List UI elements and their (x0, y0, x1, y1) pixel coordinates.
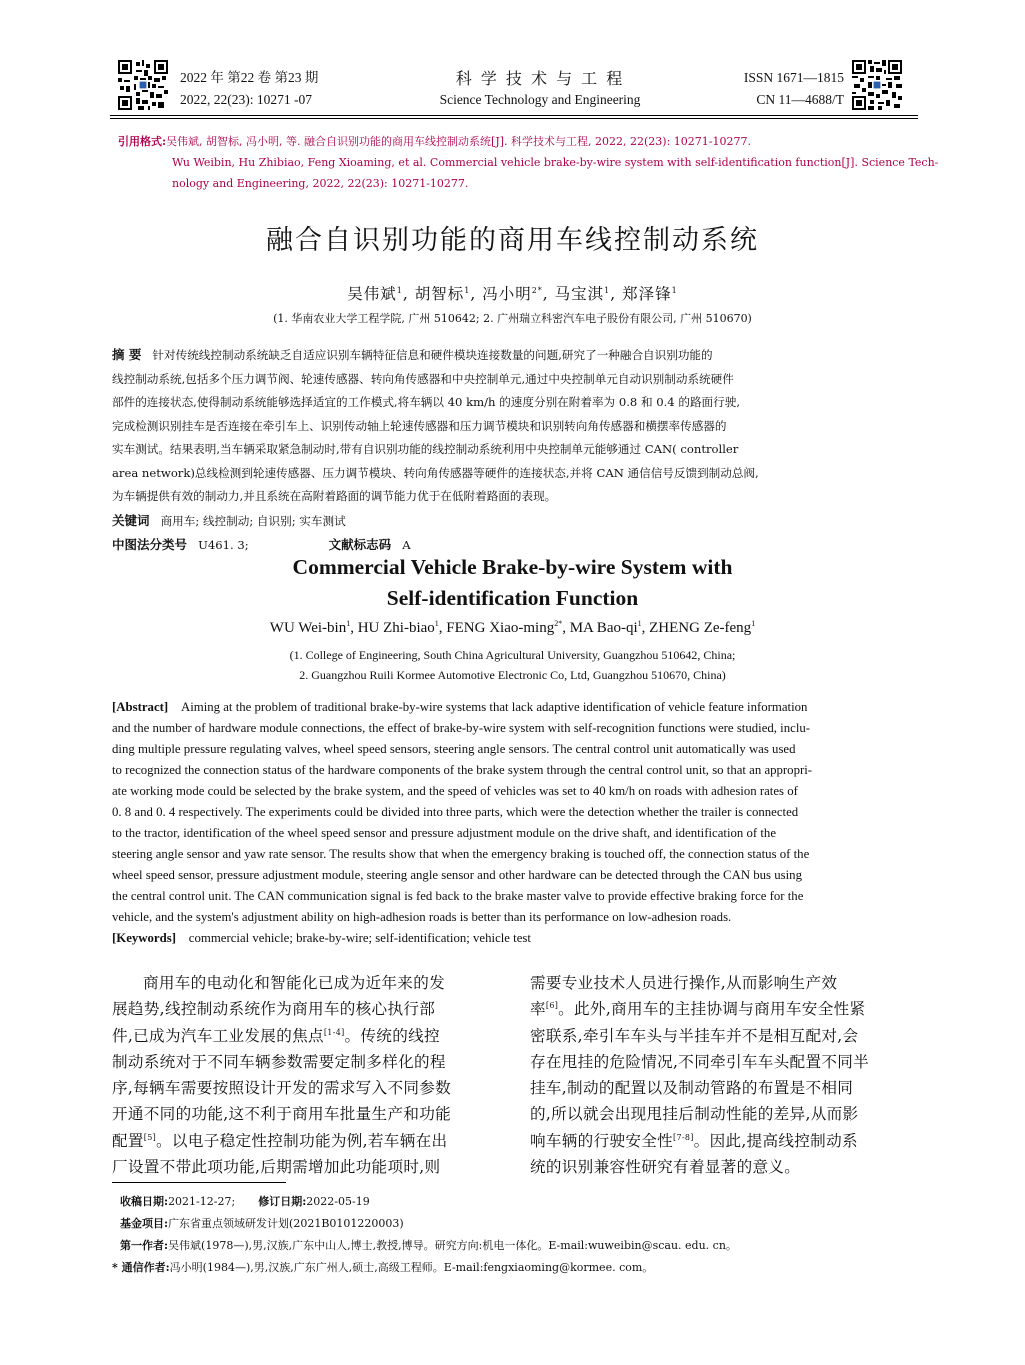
doc-code-value: A (402, 538, 411, 552)
footnote-corresponding: * 通信作者:冯小明(1984—),男,汉族,广东广州人,硕士,高级工程师。E-mail:fengxiaoming@kormee. com。 (112, 1261, 654, 1274)
keywords-cn: 商用车; 线控制动; 自识别; 实车测试 (160, 513, 346, 528)
header-rule-2 (110, 118, 918, 119)
citation-cn-text: 吴伟斌, 胡智标, 冯小明, 等. 融合自识别功能的商用车线控制动系统[J]. 科学技术与工程, 2022, 22(23): 10271-10277. (166, 135, 751, 148)
author-cn: 郑泽锋 (622, 285, 672, 303)
citation-en-2: nology and Engineering, 2022, 22(23): 10271-10277. (172, 177, 469, 190)
author-en: FENG Xiao-ming (446, 620, 555, 636)
classification-value: U461. 3; (198, 538, 249, 552)
footnote-fund: 基金项目:广东省重点领域研发计划(2021B0101220003) (120, 1217, 404, 1230)
page-title-cn: 融合自识别功能的商用车线控制动系统 (266, 225, 759, 256)
ref-citation[interactable]: [6] (545, 1001, 559, 1011)
author-cn: 胡智标 (414, 285, 465, 303)
revised-date: 2022-05-19 (306, 1195, 370, 1208)
journal-title-cn: 科 学 技 术 与 工 程 (455, 69, 625, 88)
author-cn: 吴伟斌 (347, 285, 397, 303)
cn-number: CN 11—4688/T (756, 92, 844, 107)
page-title-en-2: Self-identification Function (386, 586, 639, 610)
keywords-en: commercial vehicle; brake-by-wire; self-identification; vehicle test (188, 931, 531, 945)
header-rule (110, 115, 918, 116)
doc-code-label: 文献标志码 (328, 537, 392, 552)
footnote-dates: 收稿日期:2021-12-27; 修订日期:2022-05-19 (120, 1195, 370, 1208)
body-right-column: 需要专业技术人员进行操作,从而影响生产效 率[6]。此外,商用车的主挂协调与商用车安全性紧 密联系,牵引车车头与半挂车并不是相互配对,会 存在甩挂的危险情况,不同牵引车车头配置不同半 挂车,制动的配置以及制动管路的布置是不相同 的,所以就会出现甩挂后制动性能的差异,从而影 响车辆的行驶安全性[7-8]。因此,提高线控制动系 统的识别兼容性研究有着显著的意义。 (530, 974, 870, 1177)
ref-citation[interactable]: [5] (143, 1132, 157, 1142)
author-en: ZHENG Ze-feng (649, 620, 752, 636)
classification-label: 中图法分类号 (112, 537, 188, 552)
author-en: WU Wei-bin (269, 620, 347, 636)
author-cn: 马宝淇 (554, 285, 605, 303)
issue-cn: 2022 年 第22 卷 第23 期 (180, 70, 319, 85)
author-cn: 冯小明 (482, 285, 532, 303)
citation-en-1: Wu Weibin, Hu Zhibiao, Feng Xioaming, et al. Commercial vehicle brake-by-wire system with self-identification function[J]. Science Tech- (172, 156, 939, 169)
abstract-en-label: [Abstract] (112, 700, 169, 714)
journal-title-en: Science Technology and Engineering (439, 92, 641, 107)
keywords-en-label: [Keywords] (112, 931, 176, 945)
keywords-cn-label: 关键词 (112, 512, 150, 528)
received-date: 2021-12-27; (168, 1195, 236, 1208)
author-en: MA Bao-qi (569, 620, 638, 636)
affiliation-en-2: 2. Guangzhou Ruili Kormee Automotive Electronic Co, Ltd, Guangzhou 510670, China) (299, 668, 726, 682)
footnote-first-author: 第一作者:吴伟斌(1978—),男,汉族,广东中山人,博士,教授,博导。研究方向:机电一体化。E-mail:wuweibin@scau. edu. cn。 (120, 1239, 737, 1252)
affiliation-en-1: (1. College of Engineering, South China Agricultural University, Guangzhou 510642, China; (289, 648, 736, 662)
citation-label: 引用格式: (118, 135, 167, 148)
abstract-cn: 摘 要 针对传统线控制动系统缺乏自适应识别车辆特征信息和硬件模块连接数量的问题,研究了一种融合自识别功能的 线控制动系统,包括多个压力调节阀、轮速传感器、转向角传感器和中央控制单元,通过中央控制单元自动识别制动系统硬件 部件的连接状态,使得制动系统能够选择适宜的工作模式,将车辆以 40 km/h 的速度分别在附着率为 0.8 和 0.4 的路面行驶, 完成检测识别挂车是否连接在牵引车上、识别传动轴上轮速传感器和压力调节模块和识别转向角传感器和横摆率传感器的 实车测试。结果表明,当车辆采取紧急制动时,带有自识别功能的线控制动系统利用中央控制单元能够通过 CAN( controller area network)总线检测到轮速传感器、压力调节模块、转向角传感器等硬件的连接状态,并将 CAN 通信信号反馈到制动总阀, 为车辆提供有效的制动力,并且系统在高附着路面的调节能力优于在低附着路面的表现。 关键词 商用车; 线控制动; 自识别; 实车测试 中图法分类号 U461. 3; 文献标志码 A (112, 347, 759, 552)
ref-citation[interactable]: [7-8] (673, 1132, 694, 1142)
issn: ISSN 1671—1815 (743, 70, 844, 85)
abstract-cn-label: 摘 要 (112, 347, 142, 362)
abstract-en: [Abstract] Aiming at the problem of traditional brake-by-wire systems that lack adaptive identification of vehicle feature information and the number of hardware module connections, the effect of brake-by-wire system with self-recognition functions were studied, inclu- ding multiple pressure regulating valves, wheel speed sensors, steering angle sensors. The central control unit automatically was used to recognized the connection status of the hardware components of the brake system through the central control unit, so that an appropri- ate working mode could be selected by the brake system, and the speed of vehicles was set to 40 km/h on roads with adhesion rates of 0. 8 and 0. 4 respectively. The experiments could be divided into three parts, which were the detection whether the trailer is connected to the tractor, identification of the wheel speed sensor and pressure adjustment module on the drive shaft, and identification of the steering angle sensor and yaw rate sensor. The results show that when the emergency braking is touched off, the connection status of the wheel speed sensor, pressure adjustment module, steering angle sensor and other hardware can be detected through the CAN bus using the central control unit. The CAN communication signal is fed back to the brake master valve to provide effective braking force for the vehicle, and the system's adjustment ability on high-adhesion roads is better than its performance on low-adhesion roads. [Keywords] commercial vehicle; brake-by-wire; self-identification; vehicle test (112, 700, 813, 945)
authors-en: WU Wei-bin$^1$, HU Zhi-biao$^1$, FENG Xiao-ming$^{2*}$, MA Bao-$qi^1$, ZHENG Ze-feng$^1$ (269, 619, 756, 636)
authors-cn: 吴伟斌$^1$, 胡智标$^1$, 冯小明$^{2*}$, 马宝淇$^1$, 郑泽锋$^1$ (347, 285, 678, 303)
footnote-rule (112, 1182, 286, 1183)
citation-cn (118, 132, 918, 152)
issue-en: 2022, 22(23): 10271 -07 (180, 92, 312, 107)
page-title-en-1: Commercial Vehicle Brake-by-wire System with (292, 555, 733, 579)
affiliation-cn: (1. 华南农业大学工程学院, 广州 510642; 2. 广州瑞立科密汽车电子股份有限公司, 广州 510670) (273, 312, 752, 325)
body-left-column: 商用车的电动化和智能化已成为近年来的发 展趋势,线控制动系统作为商用车的核心执行部 件,已成为汽车工业发展的焦点[1-4]。传统的线控 制动系统对于不同车辆参数需要定制多样化的程 序,每辆车需要按照设计开发的需求写入不同参数 开通不同的功能,这不利于商用车批量生产和功能 配置[5]。以电子稳定性控制功能为例,若车辆在出 厂设置不带此项功能,后期需增加此功能项时,则 (112, 974, 452, 1177)
author-en: HU Zhi-biao (357, 620, 435, 636)
ref-citation[interactable]: [1-4] (323, 1027, 345, 1037)
